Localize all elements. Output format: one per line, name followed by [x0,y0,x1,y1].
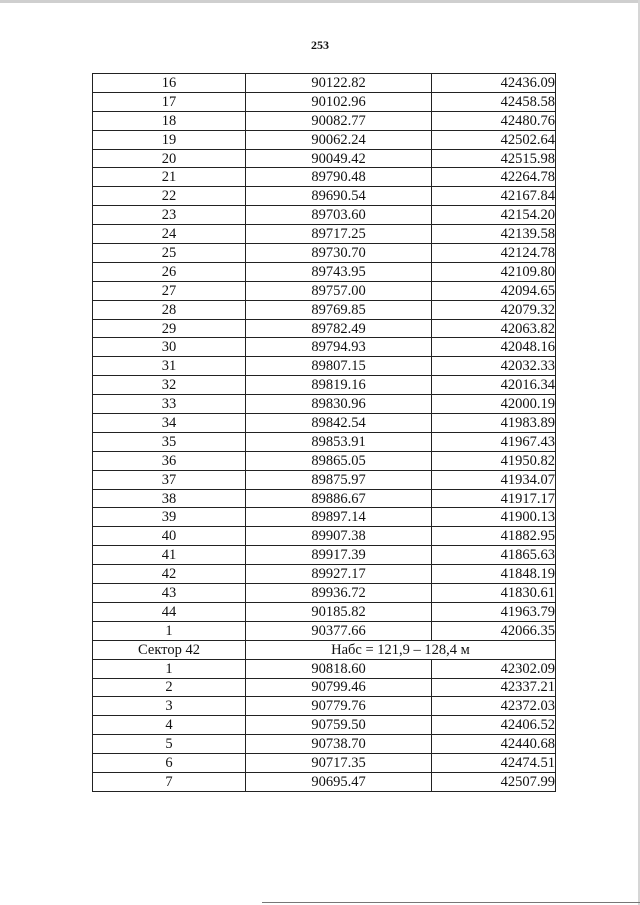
coord-y: 42167.84 [432,187,556,206]
point-number: 18 [93,111,246,130]
point-number: 23 [93,206,246,225]
coord-x: 90102.96 [246,92,432,111]
coord-y: 41882.95 [432,527,556,546]
point-number: 38 [93,489,246,508]
coord-x: 89886.67 [246,489,432,508]
coord-y: 42406.52 [432,716,556,735]
coord-x: 90717.35 [246,754,432,773]
points-after [93,659,556,791]
coord-x: 90082.77 [246,111,432,130]
table-row [93,319,556,338]
coord-x: 89907.38 [246,527,432,546]
coord-y: 42016.34 [432,376,556,395]
table-row [93,546,556,565]
coord-x: 89917.39 [246,546,432,565]
table-row [93,111,556,130]
coord-y: 42066.35 [432,621,556,640]
table-row [93,414,556,433]
point-number: 1 [93,621,246,640]
table-row [93,92,556,111]
table-row [93,300,556,319]
coord-y: 41967.43 [432,432,556,451]
coord-y: 42063.82 [432,319,556,338]
table-row [93,244,556,263]
table-row [93,149,556,168]
coord-x: 90695.47 [246,772,432,791]
coord-x: 89875.97 [246,470,432,489]
point-number: 42 [93,565,246,584]
point-number: 41 [93,546,246,565]
page-number: 253 [311,38,329,52]
coord-x: 90377.66 [246,621,432,640]
coord-x: 89690.54 [246,187,432,206]
coord-x: 90122.82 [246,74,432,93]
point-number: 36 [93,451,246,470]
point-number: 26 [93,262,246,281]
table-row [93,716,556,735]
coord-y: 41983.89 [432,414,556,433]
coord-y: 42480.76 [432,111,556,130]
sector-header-row [93,640,556,659]
point-number: 44 [93,602,246,621]
table-row [93,281,556,300]
coord-x: 90759.50 [246,716,432,735]
page-edge-top [0,0,640,3]
point-number: 24 [93,225,246,244]
table-row [93,130,556,149]
point-number: 33 [93,395,246,414]
coord-x: 90799.46 [246,678,432,697]
table-row [93,376,556,395]
coord-y: 42079.32 [432,300,556,319]
coord-y: 41917.17 [432,489,556,508]
table-row [93,338,556,357]
coord-y: 42094.65 [432,281,556,300]
point-number: 27 [93,281,246,300]
table-row [93,659,556,678]
table-row [93,754,556,773]
coord-y: 41900.13 [432,508,556,527]
point-number: 17 [93,92,246,111]
coord-y: 42507.99 [432,772,556,791]
point-number: 35 [93,432,246,451]
point-number: 16 [93,74,246,93]
coord-x: 90049.42 [246,149,432,168]
table-row [93,527,556,546]
coord-x: 89842.54 [246,414,432,433]
coord-y: 42264.78 [432,168,556,187]
sector-label: Сектор 42 [93,640,246,659]
point-number: 34 [93,414,246,433]
point-number: 7 [93,772,246,791]
table-row [93,565,556,584]
table-row [93,602,556,621]
table-row [93,489,556,508]
point-number: 22 [93,187,246,206]
table-row [93,206,556,225]
point-number: 2 [93,678,246,697]
coord-y: 41934.07 [432,470,556,489]
table-row [93,74,556,93]
coord-y: 41865.63 [432,546,556,565]
coord-y: 41830.61 [432,584,556,603]
coord-x: 90779.76 [246,697,432,716]
coord-x: 89897.14 [246,508,432,527]
coord-x: 89927.17 [246,565,432,584]
coord-y: 42032.33 [432,357,556,376]
coord-y: 42139.58 [432,225,556,244]
coord-x: 89936.72 [246,584,432,603]
coord-y: 42000.19 [432,395,556,414]
coord-x: 89743.95 [246,262,432,281]
point-number: 31 [93,357,246,376]
coord-x: 89865.05 [246,451,432,470]
coord-y: 42440.68 [432,735,556,754]
point-number: 21 [93,168,246,187]
point-number: 40 [93,527,246,546]
coord-y: 42436.09 [432,74,556,93]
table-row [93,451,556,470]
coord-y: 42048.16 [432,338,556,357]
table-row [93,621,556,640]
coord-x: 89807.15 [246,357,432,376]
coordinates-table [92,73,556,792]
coord-x: 89717.25 [246,225,432,244]
coord-x: 90062.24 [246,130,432,149]
coord-y: 42372.03 [432,697,556,716]
point-number: 30 [93,338,246,357]
table-row [93,470,556,489]
coord-x: 90738.70 [246,735,432,754]
table-row [93,225,556,244]
sector-header-group [93,640,556,659]
point-number: 4 [93,716,246,735]
coord-y: 42154.20 [432,206,556,225]
coord-x: 89757.00 [246,281,432,300]
point-number: 5 [93,735,246,754]
coord-x: 89769.85 [246,300,432,319]
sector-height-range: Набс = 121,9 – 128,4 м [246,640,556,659]
table-row [93,508,556,527]
coord-y: 41950.82 [432,451,556,470]
point-number: 6 [93,754,246,773]
coord-y: 41848.19 [432,565,556,584]
table-row [93,187,556,206]
coord-x: 90185.82 [246,602,432,621]
coord-x: 89790.48 [246,168,432,187]
coord-x: 89730.70 [246,244,432,263]
point-number: 1 [93,659,246,678]
point-number: 39 [93,508,246,527]
coord-x: 89830.96 [246,395,432,414]
coord-y: 42124.78 [432,244,556,263]
coord-y: 42458.58 [432,92,556,111]
point-number: 25 [93,244,246,263]
coord-y: 42337.21 [432,678,556,697]
coord-y: 42515.98 [432,149,556,168]
point-number: 37 [93,470,246,489]
table-row [93,735,556,754]
coord-y: 42302.09 [432,659,556,678]
point-number: 43 [93,584,246,603]
coord-x: 89819.16 [246,376,432,395]
coord-y: 42474.51 [432,754,556,773]
table-row [93,678,556,697]
point-number: 28 [93,300,246,319]
table-row [93,772,556,791]
point-number: 32 [93,376,246,395]
point-number: 19 [93,130,246,149]
coord-y: 42109.80 [432,262,556,281]
table-row [93,262,556,281]
table-row [93,357,556,376]
point-number: 29 [93,319,246,338]
coord-x: 89782.49 [246,319,432,338]
table-row [93,395,556,414]
table-row [93,697,556,716]
points-before [93,74,556,641]
coord-x: 89794.93 [246,338,432,357]
table-row [93,168,556,187]
coord-x: 89853.91 [246,432,432,451]
point-number: 20 [93,149,246,168]
coord-x: 90818.60 [246,659,432,678]
table-row [93,432,556,451]
page-edge-bottom [262,902,640,903]
coord-x: 89703.60 [246,206,432,225]
coord-y: 41963.79 [432,602,556,621]
table-row [93,584,556,603]
point-number: 3 [93,697,246,716]
coord-y: 42502.64 [432,130,556,149]
